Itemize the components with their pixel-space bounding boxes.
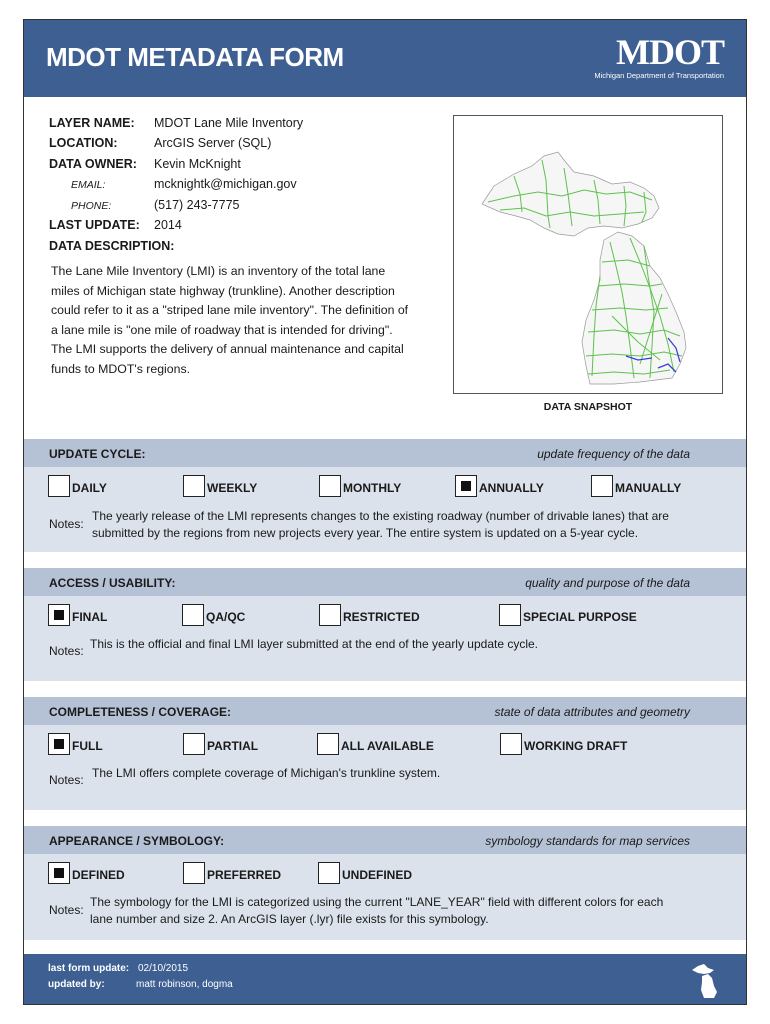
checkbox-special-purpose[interactable]	[499, 604, 521, 626]
checkbox-monthly[interactable]	[319, 475, 341, 497]
mdot-logo	[594, 34, 724, 80]
michigan-map-image	[454, 116, 722, 393]
notes-line: The LMI offers complete coverage of Michigan's trunkline system.	[92, 766, 441, 780]
checkbox-partial[interactable]	[183, 733, 205, 755]
option-label: MONTHLY	[343, 481, 402, 495]
access-body	[24, 596, 746, 681]
metadata-form	[23, 19, 747, 1005]
location-label: LOCATION:	[49, 136, 118, 150]
appearance-descriptor: symbology standards for map services	[485, 834, 690, 848]
option-label: PREFERRED	[207, 868, 282, 882]
update-cycle-title: UPDATE CYCLE:	[49, 447, 146, 461]
notes-line: This is the official and final LMI layer submitted at the end of the yearly update cycle.	[90, 637, 539, 651]
phone-label: PHONE:	[71, 200, 112, 212]
completeness-notes	[92, 765, 712, 782]
description-line: The LMI supports the delivery of annual maintenance and capital	[51, 342, 404, 357]
updated-by-value: matt robinson, dogma	[136, 979, 233, 990]
option-label: SPECIAL PURPOSE	[523, 610, 637, 624]
location-value: ArcGIS Server (SQL)	[154, 136, 272, 150]
data-owner-value: Kevin McKnight	[154, 157, 241, 171]
description-line: a lane mile is "one mile of roadway that is intended for driving".	[51, 322, 393, 337]
completeness-title: COMPLETENESS / COVERAGE:	[49, 705, 232, 719]
option-label: WORKING DRAFT	[524, 739, 628, 753]
update-cycle-header	[24, 439, 746, 467]
data-snapshot-map	[453, 115, 723, 394]
checkbox-annually[interactable]	[455, 475, 477, 497]
layer-name-label: LAYER NAME:	[49, 116, 135, 130]
form-header	[24, 20, 746, 97]
checkbox-full[interactable]	[48, 733, 70, 755]
snapshot-caption: DATA SNAPSHOT	[543, 401, 633, 413]
option-label: MANUALLY	[615, 481, 682, 495]
appearance-notes	[90, 894, 710, 928]
appearance-header	[24, 826, 746, 854]
last-form-update-label: last form update:	[48, 963, 130, 974]
checkbox-all-available[interactable]	[317, 733, 339, 755]
updated-by-row	[48, 979, 233, 990]
phone-value: (517) 243-7775	[154, 198, 240, 212]
checkbox-daily[interactable]	[48, 475, 70, 497]
lower-peninsula-shape	[582, 232, 686, 384]
last-form-update-row	[48, 963, 189, 974]
access-notes	[90, 636, 710, 653]
data-description	[51, 262, 441, 380]
access-title: ACCESS / USABILITY:	[49, 576, 176, 590]
checkbox-working-draft[interactable]	[500, 733, 522, 755]
option-label: PARTIAL	[207, 739, 259, 753]
option-label: RESTRICTED	[343, 610, 420, 624]
completeness-header	[24, 697, 746, 725]
checkbox-defined[interactable]	[48, 862, 70, 884]
checkbox-undefined[interactable]	[318, 862, 340, 884]
description-line: funds to MDOT's regions.	[51, 361, 191, 376]
layer-name-value: MDOT Lane Mile Inventory	[154, 116, 304, 130]
logo-wordmark: MDOT	[616, 32, 724, 72]
notes-label: Notes:	[49, 903, 84, 917]
last-update-value: 2014	[154, 218, 182, 232]
checkbox-final[interactable]	[48, 604, 70, 626]
checkbox-preferred[interactable]	[183, 862, 205, 884]
notes-line: submitted by the regions from new projects every year. The entire system is updated on a 5-year cycle.	[92, 526, 639, 540]
notes-line: The symbology for the LMI is categorized using the current "LANE_YEAR" field with different colors for each	[90, 895, 664, 909]
last-form-update-value: 02/10/2015	[138, 963, 189, 974]
form-footer	[24, 954, 746, 1005]
checkbox-qaqc[interactable]	[182, 604, 204, 626]
checkbox-manually[interactable]	[591, 475, 613, 497]
option-label: FULL	[72, 739, 103, 753]
checkbox-weekly[interactable]	[183, 475, 205, 497]
logo-subtitle: Michigan Department of Transportation	[594, 71, 724, 80]
appearance-title: APPEARANCE / SYMBOLOGY:	[49, 834, 225, 848]
option-label: QA/QC	[206, 610, 246, 624]
option-label: ANNUALLY	[479, 481, 544, 495]
option-label: UNDEFINED	[342, 868, 413, 882]
option-label: DAILY	[72, 481, 107, 495]
email-label: EMAIL:	[71, 179, 106, 191]
access-descriptor: quality and purpose of the data	[525, 576, 690, 590]
last-update-label: LAST UPDATE:	[49, 218, 140, 232]
form-title: MDOT METADATA FORM	[46, 42, 344, 72]
description-line: could refer to it as a "striped lane mile inventory". The definition of	[51, 303, 409, 318]
option-label: ALL AVAILABLE	[341, 739, 434, 753]
option-label: FINAL	[72, 610, 108, 624]
access-header	[24, 568, 746, 596]
update-cycle-body	[24, 467, 746, 552]
appearance-body	[24, 854, 746, 940]
update-cycle-descriptor: update frequency of the data	[537, 447, 690, 461]
notes-label: Notes:	[49, 773, 84, 787]
data-owner-label: DATA OWNER:	[49, 157, 137, 171]
checkbox-restricted[interactable]	[319, 604, 341, 626]
update-cycle-notes	[92, 508, 712, 542]
updated-by-label: updated by:	[48, 979, 105, 990]
notes-label: Notes:	[49, 517, 84, 531]
email-value[interactable]: mcknightk@michigan.gov	[154, 177, 297, 191]
completeness-body	[24, 725, 746, 810]
notes-label: Notes:	[49, 644, 84, 658]
data-description-label: DATA DESCRIPTION:	[49, 239, 175, 253]
completeness-descriptor: state of data attributes and geometry	[494, 705, 690, 719]
description-line: miles of Michigan state highway (trunkline). Another description	[51, 283, 395, 298]
notes-line: The yearly release of the LMI represents changes to the existing roadway (number of drivable lanes) that are	[92, 509, 669, 523]
option-label: WEEKLY	[207, 481, 258, 495]
description-line: The Lane Mile Inventory (LMI) is an inventory of the total lane	[51, 264, 386, 278]
michigan-icon	[690, 960, 720, 1000]
notes-line: lane number and size 2. An ArcGIS layer (.lyr) file exists for this symbology.	[90, 912, 489, 926]
option-label: DEFINED	[72, 868, 125, 882]
